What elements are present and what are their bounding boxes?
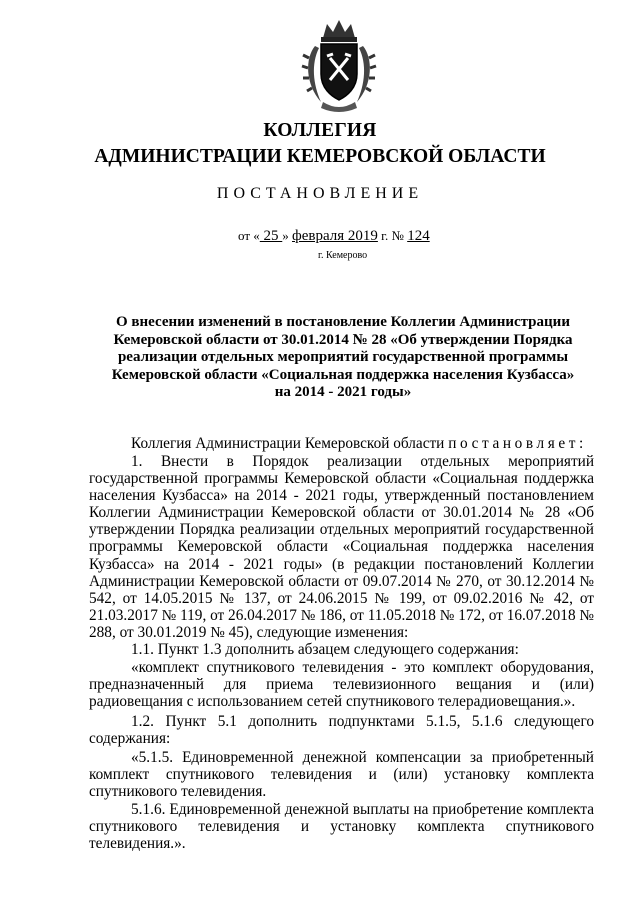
paragraph-5-1-6: 5.1.6. Единовременной денежной выплаты на приобретение комплекта спутникового телевидения и установку комплекта спутникового телевидения.». [89, 801, 594, 853]
date-day: 25 [259, 228, 283, 244]
document-subject [95, 314, 591, 402]
subject-line: Кемеровской области «Социальная поддержка населения Кузбасса» [111, 366, 575, 383]
date-suffix: г. № [377, 228, 408, 243]
date-mid: » [282, 228, 293, 243]
paragraph-1-2: 1.2. Пункт 5.1 дополнить подпунктами 5.1.5, 5.1.6 следующего содержания: [89, 713, 594, 748]
subject-line: реализации отдельных мероприятий государственной программы [117, 349, 569, 365]
date-month-year: февраля 2019 [292, 228, 378, 244]
date-line [238, 228, 430, 245]
document-number: 124 [407, 228, 430, 244]
date-prefix: от « [238, 228, 260, 243]
subject-line: О внесении изменений в постановление Коллегии Администрации [116, 314, 570, 330]
city-label: г. Кемерово [318, 250, 368, 261]
subject-line: Кемеровской области от 30.01.2014 № 28 «Об утверждении Порядка [113, 331, 573, 348]
organization-subtitle: АДМИНИСТРАЦИИ КЕМЕРОВСКОЙ ОБЛАСТИ [94, 146, 546, 167]
paragraph-1 [89, 453, 594, 641]
intro-text: Коллегия Администрации Кемеровской области [131, 435, 449, 452]
paragraph-1-first-line: 1. Внести в Порядок реализации отдельных мероприятий [131, 453, 594, 470]
document-type: ПОСТАНОВЛЕНИЕ [216, 185, 424, 202]
intro-resolves: постановляет: [448, 435, 587, 452]
paragraph-1-1-quote: «комплект спутникового телевидения - это комплект оборудования, предназначенный для приема телевизионного вещания и (или) радиовещания с использованием сетей спутникового телерадиовещания.». [89, 659, 594, 711]
subject-line: на 2014 - 2021 годы» [274, 384, 412, 400]
paragraph-1-2-quote: «5.1.5. Единовременной денежной компенсации за приобретенный комплект спутникового телевидения и (или) установку комплекта спутникового телевидения. [89, 749, 594, 801]
organization-title: КОЛЛЕГИЯ [263, 120, 377, 141]
paragraph-1-1: 1.1. Пункт 1.3 дополнить абзацем следующего содержания: [131, 641, 519, 658]
kemerovo-coat-of-arms-icon [299, 18, 379, 114]
paragraph-1-body: государственной программы Кемеровской области «Социальная поддержка населения Кузбасса» на 2014 - 2021 годы, утвержденный постановлением Коллегии Администрации Кемеровской области от 30.01.2014 № 28 «Об утверждении Порядка реализации отдельных мероприятий государственной программы Кемеровской области «Социальная поддержка населения Кузбасса» на 2014 - 2021 годы» (в редакции постановлений Коллегии Администрации Кемеровской области от 09.07.2014 № 270, от 30.12.2014 № 542, от 14.05.2015 № 137, от 24.06.2015 № 199, от 09.02.2016 № 42, от 21.03.2017 № 119, от 26.04.2017 № 186, от 11.05.2018 № 172, от 16.07.2018 № 288, от 30.01.2019 № 45), следующие изменения: [89, 470, 595, 641]
resolution-intro [89, 435, 594, 452]
